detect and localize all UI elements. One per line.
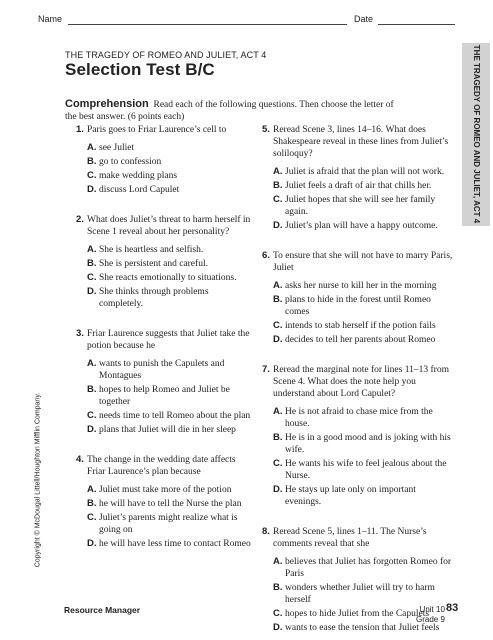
choice-text: She is heartless and selfish. (99, 245, 204, 255)
answer-choice (87, 142, 251, 154)
choice-text: needs time to tell Romeo about the plan (99, 411, 251, 421)
question-number: 7. (262, 364, 270, 375)
question-1 (76, 124, 251, 196)
choice-letter: B. (273, 294, 283, 305)
question-7 (262, 364, 453, 508)
answer-choice (273, 166, 453, 178)
answer-choice (273, 582, 453, 606)
choice-letter: C. (273, 320, 283, 331)
choice-text: Juliet hopes that she will see her family again. (285, 195, 436, 217)
answer-choice (87, 498, 251, 510)
choice-text: She reacts emotionally to situations. (99, 273, 237, 283)
answer-choice (87, 170, 251, 182)
choice-text: asks her nurse to kill her in the morning (285, 281, 437, 291)
question-2 (76, 214, 251, 310)
instructions (65, 98, 405, 123)
choice-text: She thinks through problems completely. (99, 287, 209, 309)
answer-choice (273, 280, 453, 292)
question-number: 3. (76, 328, 84, 339)
question-text: Reread Scene 3, lines 14–16. What does Shakespeare reveal in these lines from Juliet’s soliloquy? (273, 125, 449, 159)
choice-text: Juliet is afraid that the plan will not work. (285, 167, 445, 177)
page-number: 83 (446, 602, 459, 614)
stem-spacer (76, 136, 251, 140)
answer-choice (273, 458, 453, 482)
choice-letter: C. (273, 608, 283, 619)
side-tab-label: THE TRAGEDY OF ROMEO AND JULIET, ACT 4 (472, 44, 481, 224)
choice-text: She is persistent and careful. (99, 259, 208, 269)
stem-spacer (76, 478, 251, 482)
choice-letter: A. (273, 556, 283, 567)
date-line (378, 24, 455, 25)
question-stem (76, 214, 251, 238)
name-line (68, 24, 347, 25)
choice-letter: D. (87, 286, 97, 297)
choice-text: discuss Lord Capulet (99, 185, 180, 195)
answer-choice (87, 358, 251, 382)
choice-text: He is not afraid to chase mice from the house. (285, 407, 433, 429)
footer-source: Resource Manager (64, 605, 141, 615)
question-stem (262, 250, 453, 274)
question-6 (262, 250, 453, 346)
choice-text: plans to hide in the forest until Romeo comes (285, 295, 431, 317)
instructions-text: Read each of the following questions. Then choose the letter of the best answer. (6 points each) (65, 100, 394, 122)
question-5 (262, 124, 453, 232)
choice-letter: A. (87, 244, 97, 255)
answer-choice (87, 184, 251, 196)
choice-letter: D. (273, 484, 283, 495)
choice-letter: A. (87, 142, 97, 153)
questions-column-right (262, 124, 453, 634)
choice-text: he will have less time to contact Romeo (99, 539, 251, 549)
question-stem (76, 454, 251, 478)
choice-letter: C. (87, 410, 97, 421)
stem-spacer (76, 238, 251, 242)
choice-text: see Juliet (99, 143, 135, 153)
answer-choice (87, 156, 251, 168)
question-text: Reread the marginal note for lines 11–13 from Scene 4. What does the note help you understand about Lord Capulet? (273, 365, 449, 399)
choice-text: make wedding plans (99, 171, 178, 181)
choice-text: believes that Juliet has forgotten Romeo for Paris (285, 557, 452, 579)
stem-spacer (262, 160, 453, 164)
stem-spacer (76, 352, 251, 356)
name-label: Name (38, 14, 63, 24)
footer-unit-grade (416, 605, 445, 625)
choice-letter: D. (87, 184, 97, 195)
choice-letter: D. (87, 424, 97, 435)
footer-unit: Unit 10 (419, 605, 445, 614)
answer-choice (87, 484, 251, 496)
question-number: 8. (262, 526, 270, 537)
selection-kicker: THE TRAGEDY OF ROMEO AND JULIET, ACT 4 (65, 50, 267, 60)
answer-choice (87, 286, 251, 310)
choice-text: he will have to tell the Nurse the plan (99, 499, 242, 509)
choice-text: Juliet’s plan will have a happy outcome. (285, 221, 438, 231)
choice-letter: C. (87, 272, 97, 283)
choice-letter: D. (87, 538, 97, 549)
answer-choice (87, 258, 251, 270)
choice-letter: A. (87, 358, 97, 369)
answer-choice (273, 484, 453, 508)
question-3 (76, 328, 251, 436)
choice-letter: C. (273, 458, 283, 469)
stem-spacer (262, 400, 453, 404)
page-title: Selection Test B/C (65, 60, 215, 79)
answer-choice (87, 272, 251, 284)
copyright-notice: Copyright © McDougal Littell/Houghton Mifflin Company. (34, 392, 42, 568)
answer-choice (273, 220, 453, 232)
questions-column-left (76, 124, 251, 550)
question-text: The change in the wedding date affects Friar Laurence’s plan because (87, 455, 236, 477)
choice-text: He is in a good mood and is joking with his wife. (285, 433, 451, 455)
choice-letter: B. (273, 180, 283, 191)
question-stem (262, 526, 453, 550)
question-text: Friar Laurence suggests that Juliet take the potion because he (87, 329, 250, 351)
choice-text: Juliet must take more of the potion (99, 485, 232, 495)
stem-spacer (262, 550, 453, 554)
section-heading: Comprehension (65, 98, 149, 110)
choice-text: Juliet feels a draft of air that chills her. (285, 181, 432, 191)
choice-letter: C. (273, 194, 283, 205)
question-number: 2. (76, 214, 84, 225)
question-4 (76, 454, 251, 550)
choice-text: go to confession (99, 157, 162, 167)
footer-grade: Grade 9 (416, 615, 445, 624)
question-text: What does Juliet’s threat to harm herself in Scene 1 reveal about her personality? (87, 215, 251, 237)
choice-letter: B. (87, 258, 97, 269)
answer-choice (87, 512, 251, 536)
choice-letter: D. (273, 334, 283, 345)
choice-letter: B. (87, 156, 97, 167)
answer-choice (87, 384, 251, 408)
question-number: 5. (262, 124, 270, 135)
question-stem (262, 364, 453, 400)
answer-choice (273, 556, 453, 580)
question-text: To ensure that she will not have to marry Paris, Juliet (273, 251, 453, 273)
choice-text: wants to ease the tension that Juliet feels (285, 623, 440, 633)
choice-letter: A. (273, 406, 283, 417)
choice-text: plans that Juliet will die in her sleep (99, 425, 236, 435)
choice-letter: C. (87, 170, 97, 181)
choice-text: Juliet’s parents might realize what is going on (99, 513, 238, 535)
choice-letter: A. (273, 280, 283, 291)
answer-choice (87, 410, 251, 422)
question-stem (76, 124, 251, 136)
choice-letter: D. (273, 622, 283, 633)
question-stem (76, 328, 251, 352)
choice-letter: D. (273, 220, 283, 231)
choice-letter: B. (273, 582, 283, 593)
question-number: 4. (76, 454, 84, 465)
choice-text: wonders whether Juliet will try to harm herself (285, 583, 435, 605)
choice-letter: B. (87, 384, 97, 395)
choice-letter: B. (87, 498, 97, 509)
choice-text: intends to stab herself if the potion fails (285, 321, 436, 331)
question-number: 1. (76, 124, 84, 135)
answer-choice (273, 320, 453, 332)
choice-text: He wants his wife to feel jealous about the Nurse. (285, 459, 447, 481)
choice-text: hopes to help Romeo and Juliet be together (99, 385, 230, 407)
choice-letter: A. (273, 166, 283, 177)
question-stem (262, 124, 453, 160)
stem-spacer (262, 274, 453, 278)
choice-letter: A. (87, 484, 97, 495)
choice-text: He stays up late only on important evenings. (285, 485, 416, 507)
answer-choice (273, 180, 453, 192)
question-number: 6. (262, 250, 270, 261)
answer-choice (87, 244, 251, 256)
choice-text: hopes to hide Juliet from the Capulets (285, 609, 430, 619)
answer-choice (273, 294, 453, 318)
answer-choice (87, 538, 251, 550)
answer-choice (273, 194, 453, 218)
question-text: Paris goes to Friar Laurence’s cell to (87, 125, 227, 135)
choice-letter: C. (87, 512, 97, 523)
choice-text: decides to tell her parents about Romeo (285, 335, 436, 345)
date-label: Date (354, 14, 374, 24)
answer-choice (273, 432, 453, 456)
choice-text: wants to punish the Capulets and Montagues (99, 359, 225, 381)
choice-letter: B. (273, 432, 283, 443)
answer-choice (273, 406, 453, 430)
answer-choice (87, 424, 251, 436)
question-text: Reread Scene 5, lines 1–11. The Nurse’s comments reveal that she (273, 527, 427, 549)
answer-choice (273, 334, 453, 346)
